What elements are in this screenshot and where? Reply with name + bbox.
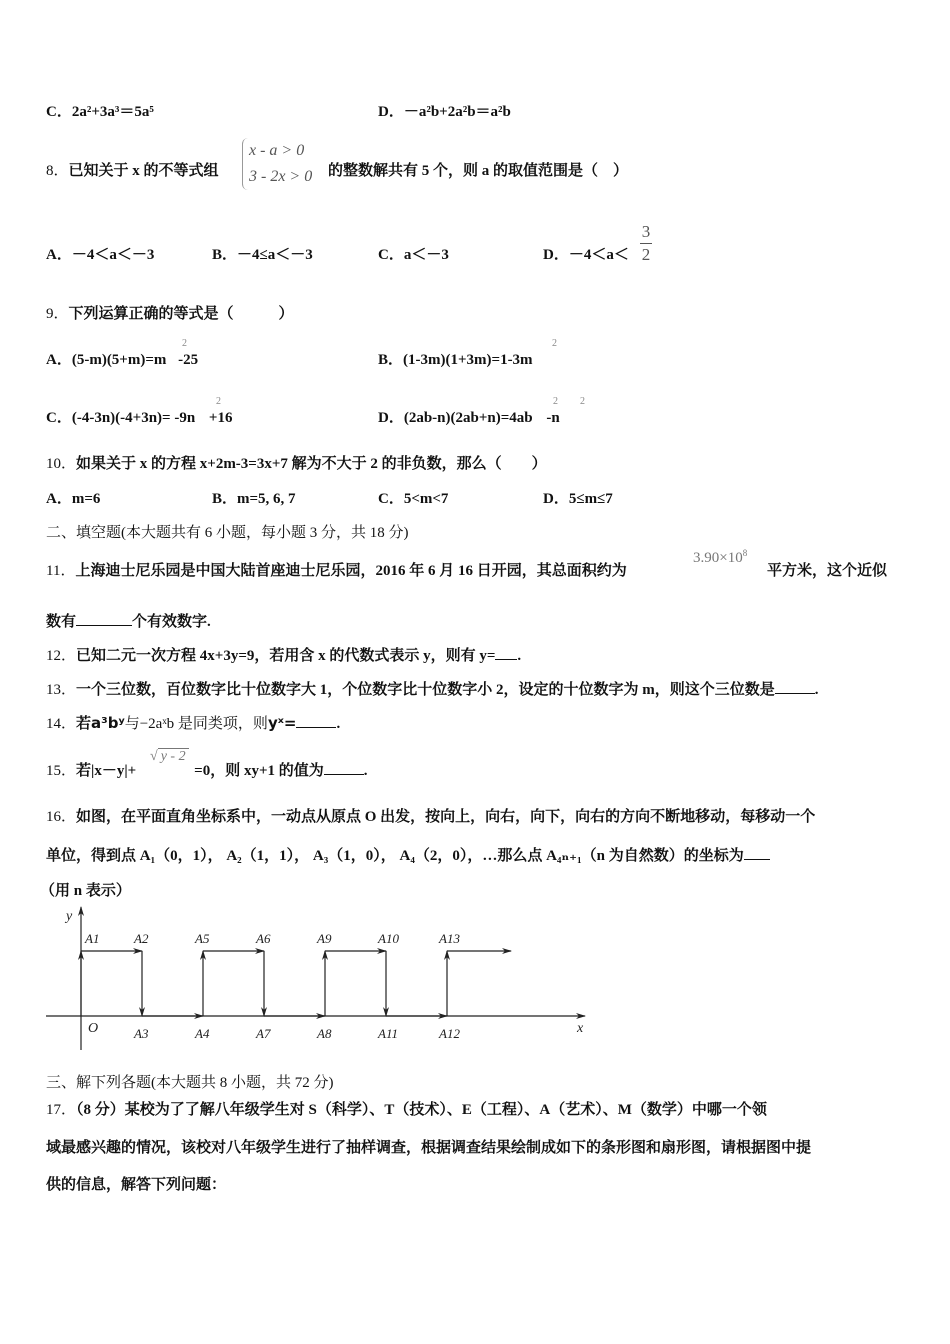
q7-option-c: C．2a²+3a³＝5a⁵	[46, 104, 154, 120]
question-12: 12．已知二元一次方程 4x+3y=9，若用含 x 的代数式表示 y，则有 y= .	[46, 645, 521, 666]
question-text: 域最感兴趣的情况，该校对八年级学生进行了抽样调查，根据调查结果绘制成如下的条形图和扇形图，请根据图中提	[46, 1140, 812, 1156]
option-d: D．5≤m≤7	[543, 491, 613, 507]
question-text: （用 n 表示）	[40, 883, 131, 899]
origin-label: O	[88, 1021, 99, 1036]
option-d: D．(2ab-n)(2ab+n)=4ab -n	[378, 410, 560, 426]
x-axis-label: x	[577, 1021, 584, 1036]
question-text: 如果关于 x 的方程 x+2m-3=3x+7 解为不大于 2 的非负数，那么（ ）	[76, 456, 547, 472]
question-13: 13．一个三位数，百位数字比十位数字大 1，个位数字比十位数字小 2，设定的十位数字为 m，则这个三位数是 .	[46, 679, 819, 700]
option-b: B．(1-3m)(1+3m)=1-3m	[378, 352, 533, 368]
section-2-heading: 二、填空题(本大题共有 6 小题，每小题 3 分，共 18 分)	[46, 525, 409, 541]
point-label-a13: A13	[439, 931, 460, 946]
point-label-a2: A2	[134, 931, 149, 946]
inequality-1: x - a > 0	[249, 142, 305, 159]
inequality-2: 3 - 2x > 0	[249, 168, 313, 185]
point-label-a3: A3	[134, 1026, 149, 1041]
point-label-a10: A10	[378, 931, 399, 946]
square-root: √ y - 2	[150, 749, 189, 765]
option-a: A．m=6	[46, 491, 101, 507]
section-3-heading: 三、解下列各题(本大题共 8 小题，共 72 分)	[46, 1075, 334, 1091]
option-a: A．－4＜a＜－3	[46, 247, 155, 263]
option-b: B．－4≤a＜－3	[212, 247, 313, 263]
point-label-a9: A9	[317, 931, 332, 946]
denominator: 2	[641, 245, 651, 264]
question-text: 已知关于 x 的不等式组	[68, 163, 219, 179]
option-c: C．a＜－3	[378, 247, 449, 263]
option-d: D．－4＜a＜	[543, 247, 629, 263]
point-label-a11: A11	[378, 1026, 398, 1041]
point-label-a1: A1	[85, 931, 100, 946]
point-label-a7: A7	[256, 1026, 271, 1041]
point-label-a4: A4	[195, 1026, 210, 1041]
exponent: 2	[552, 338, 557, 349]
question-text-after: 的整数解共有 5 个，则 a 的取值范围是（ ）	[328, 163, 629, 179]
question-text: 上海迪士尼乐园是中国大陆首座迪士尼乐园，2016 年 6 月 16 日开园，其总面积约为	[75, 563, 627, 579]
option-b: B．m=5, 6, 7	[212, 491, 296, 507]
question-text: 下列运算正确的等式是（ ）	[68, 306, 294, 322]
question-text: 供的信息，解答下列问题：	[46, 1177, 227, 1193]
exponent: 2	[216, 396, 221, 407]
question-number: 9．	[46, 306, 69, 322]
scientific-notation: $3.90\times 10^8$	[693, 548, 748, 566]
option-a: A．(5-m)(5+m)=m -25	[46, 352, 199, 368]
exponent: 2	[553, 396, 558, 407]
option-c: C．(-4-3n)(-4+3n)= -9n +16	[46, 410, 233, 426]
point-label-a12: A12	[439, 1026, 460, 1041]
numerator: 3	[641, 222, 651, 241]
option-c: C．5<m<7	[378, 491, 449, 507]
q7-option-d: D．－a²b+2a²b＝a²b	[378, 104, 511, 120]
question-number: 8．	[46, 163, 69, 179]
y-axis-label: y	[66, 909, 73, 924]
question-text-cont: 平方米，这个近似	[767, 563, 888, 579]
point-label-a6: A6	[256, 931, 271, 946]
point-label-a5: A5	[195, 931, 210, 946]
question-number: 10．	[46, 456, 77, 472]
point-label-a8: A8	[317, 1026, 332, 1041]
question-14: 14．若a³bʸ与−2aˣb 是同类项，则yˣ= .	[46, 714, 341, 732]
exponent: 2	[182, 338, 187, 349]
exponent: 2	[580, 396, 585, 407]
